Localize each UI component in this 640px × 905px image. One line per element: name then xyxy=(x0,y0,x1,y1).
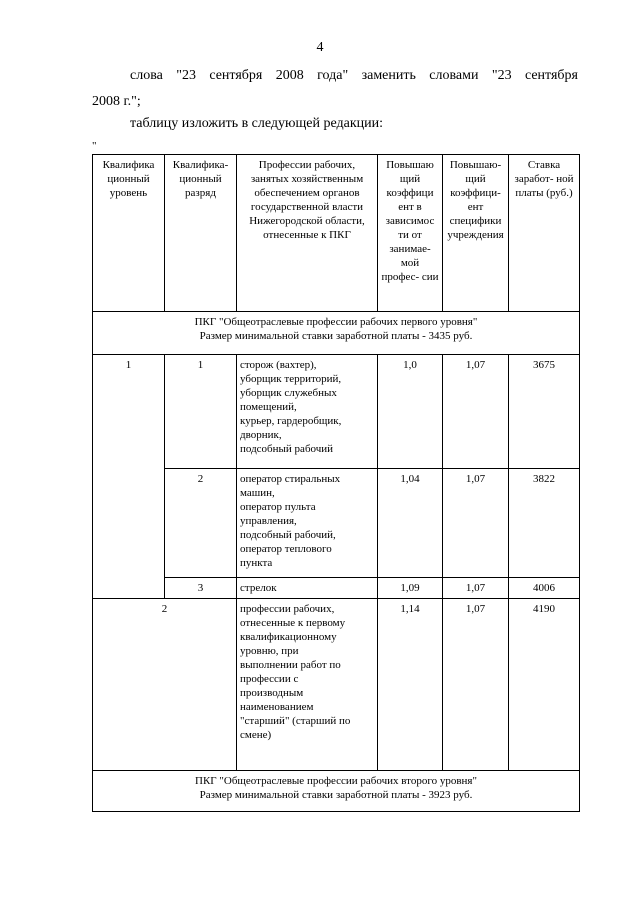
wage-rate-cell: 4006 xyxy=(509,578,580,599)
profession-line: смене) xyxy=(240,729,272,741)
profession-line: управления, xyxy=(240,515,297,527)
salary-table xyxy=(92,154,580,812)
wage-rate-cell: 3675 xyxy=(509,355,580,469)
professions-cell xyxy=(237,599,378,771)
table-header-row xyxy=(93,155,580,312)
group-title: ПКГ "Общеотраслевые профессии рабочих первого уровня" xyxy=(194,316,478,328)
profession-line: оператор пульта xyxy=(240,501,316,513)
group-cell xyxy=(93,312,580,355)
institution-coefficient-cell: 1,07 xyxy=(443,599,509,771)
wage-rate-cell: 3822 xyxy=(509,469,580,578)
table-row xyxy=(93,469,580,578)
group-row-second-level xyxy=(93,771,580,812)
profession-line: помещений, xyxy=(240,401,297,413)
group-min-rate: Размер минимальной ставки заработной платы - 3923 руб. xyxy=(199,789,473,801)
profession-line: "старший" (старший по xyxy=(240,715,351,727)
institution-coefficient-cell: 1,07 xyxy=(443,469,509,578)
profession-line: отнесенные к первому xyxy=(240,617,346,629)
profession-line: уборщик территорий, xyxy=(240,373,342,385)
amendment-paragraph xyxy=(92,63,578,115)
header-institution-coefficient: Повышаю- щий коэффици- ент специфики учреждения xyxy=(443,155,509,312)
amendment-line-1: слова "23 сентября 2008 года" заменить словами "23 сентября xyxy=(130,68,578,83)
level-cell: 2 xyxy=(93,599,237,771)
table-row xyxy=(93,355,580,469)
profession-coefficient-cell: 1,09 xyxy=(378,578,443,599)
profession-line: оператор стиральных xyxy=(240,473,341,485)
group-title: ПКГ "Общеотраслевые профессии рабочих второго уровня" xyxy=(195,775,477,787)
professions-cell xyxy=(237,469,378,578)
level-cell: 1 xyxy=(93,355,165,599)
profession-line: выполнении работ по xyxy=(240,659,341,671)
profession-line: квалификационному xyxy=(240,631,337,643)
group-min-rate: Размер минимальной ставки заработной платы - 3435 руб. xyxy=(199,330,473,342)
profession-line: уборщик служебных xyxy=(240,387,337,399)
institution-coefficient-cell: 1,07 xyxy=(443,355,509,469)
profession-line: оператор теплового xyxy=(240,543,332,555)
profession-line: профессии с xyxy=(240,673,299,685)
amendment-line-2: 2008 г."; xyxy=(92,94,141,109)
profession-coefficient-cell: 1,04 xyxy=(378,469,443,578)
profession-line: подсобный рабочий xyxy=(240,443,334,455)
profession-line: машин, xyxy=(240,487,275,499)
group-cell xyxy=(93,771,580,812)
profession-coefficient-cell: 1,14 xyxy=(378,599,443,771)
opening-quote-mark: " xyxy=(92,140,97,152)
page-number: 4 xyxy=(316,40,324,55)
profession-line: подсобный рабочий, xyxy=(240,529,336,541)
professions-cell xyxy=(237,355,378,469)
header-qualification-level: Квалифика ционный уровень xyxy=(93,155,165,312)
profession-line: уровню, при xyxy=(240,645,299,657)
table-intro-paragraph: таблицу изложить в следующей редакции: xyxy=(130,116,384,131)
header-wage-rate: Ставка заработ- ной платы (руб.) xyxy=(509,155,580,312)
profession-line: дворник, xyxy=(240,429,282,441)
profession-line: стрелок xyxy=(240,582,277,594)
grade-cell: 1 xyxy=(165,355,237,469)
header-profession-coefficient: Повышаю щий коэффици ент в зависимос ти от занимае- мой профес- сии xyxy=(378,155,443,312)
profession-line: сторож (вахтер), xyxy=(240,359,317,371)
header-qualification-grade: Квалифика- ционный разряд xyxy=(165,155,237,312)
group-row-first-level xyxy=(93,312,580,355)
grade-cell: 2 xyxy=(165,469,237,578)
profession-line: профессии рабочих, xyxy=(240,603,335,615)
wage-rate-cell: 4190 xyxy=(509,599,580,771)
header-professions: Профессии рабочих, занятых хозяйственным обеспечением органов государственной власти Нижегородской области, отнесенные к ПКГ xyxy=(237,155,378,312)
profession-line: курьер, гардеробщик, xyxy=(240,415,342,427)
table-row xyxy=(93,578,580,599)
profession-coefficient-cell: 1,0 xyxy=(378,355,443,469)
profession-line: наименованием xyxy=(240,701,314,713)
professions-cell xyxy=(237,578,378,599)
institution-coefficient-cell: 1,07 xyxy=(443,578,509,599)
profession-line: производным xyxy=(240,687,304,699)
profession-line: пункта xyxy=(240,557,273,569)
table-row xyxy=(93,599,580,771)
grade-cell: 3 xyxy=(165,578,237,599)
